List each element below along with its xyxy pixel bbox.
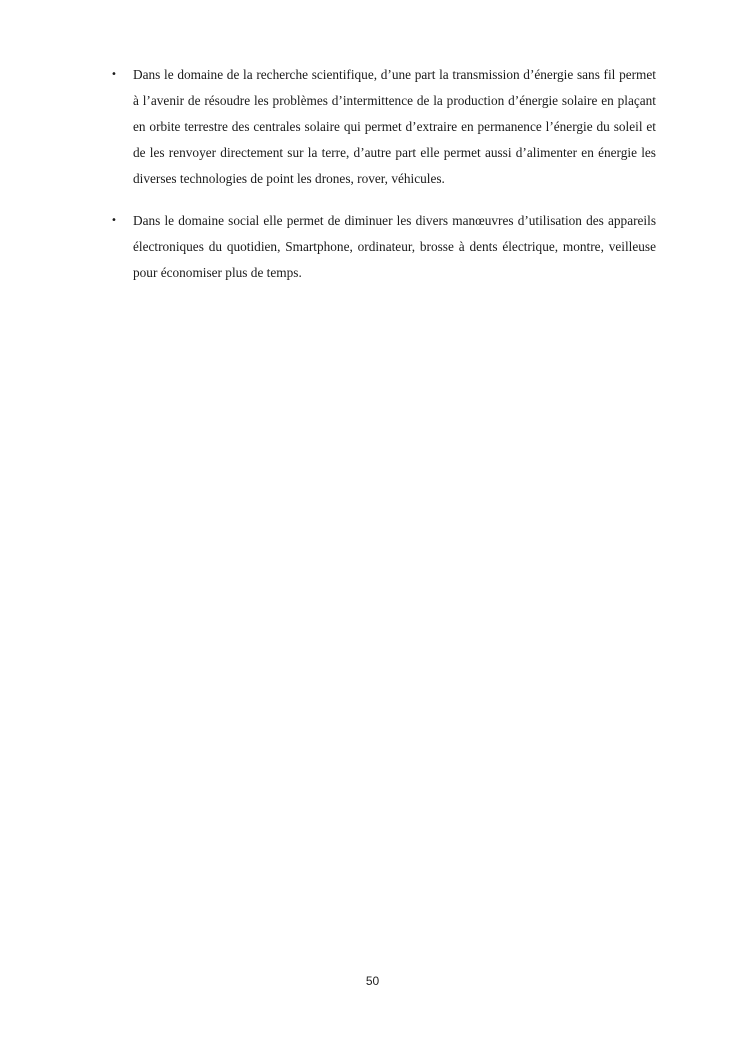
bullet-marker: •	[111, 69, 117, 80]
bullet-marker: •	[111, 215, 117, 226]
bullet-item-social	[106, 208, 656, 286]
bullet-list	[106, 62, 656, 302]
bullet-item-research	[106, 62, 656, 192]
bullet-text-social: Dans le domaine social elle permet de diminuer les divers manœuvres d’utilisation des appareils électroniques du quotidien, Smartphone, ordinateur, brosse à dents électrique, montre, veilleuse pour économiser plus de temps.	[133, 213, 656, 280]
page-number: 50	[365, 974, 380, 988]
bullet-text-research: Dans le domaine de la recherche scientifique, d’une part la transmission d’énergie sans fil permet à l’avenir de résoudre les problèmes d’intermittence de la production d’énergie solaire en plaçant en orbite terrestre des centrales solaire qui permet d’extraire en permanence l’énergie du soleil et de les renvoyer directement sur la terre, d’autre part elle permet aussi d’alimenter en énergie les diverses technologies de point les drones, rover, véhicules.	[133, 67, 656, 186]
